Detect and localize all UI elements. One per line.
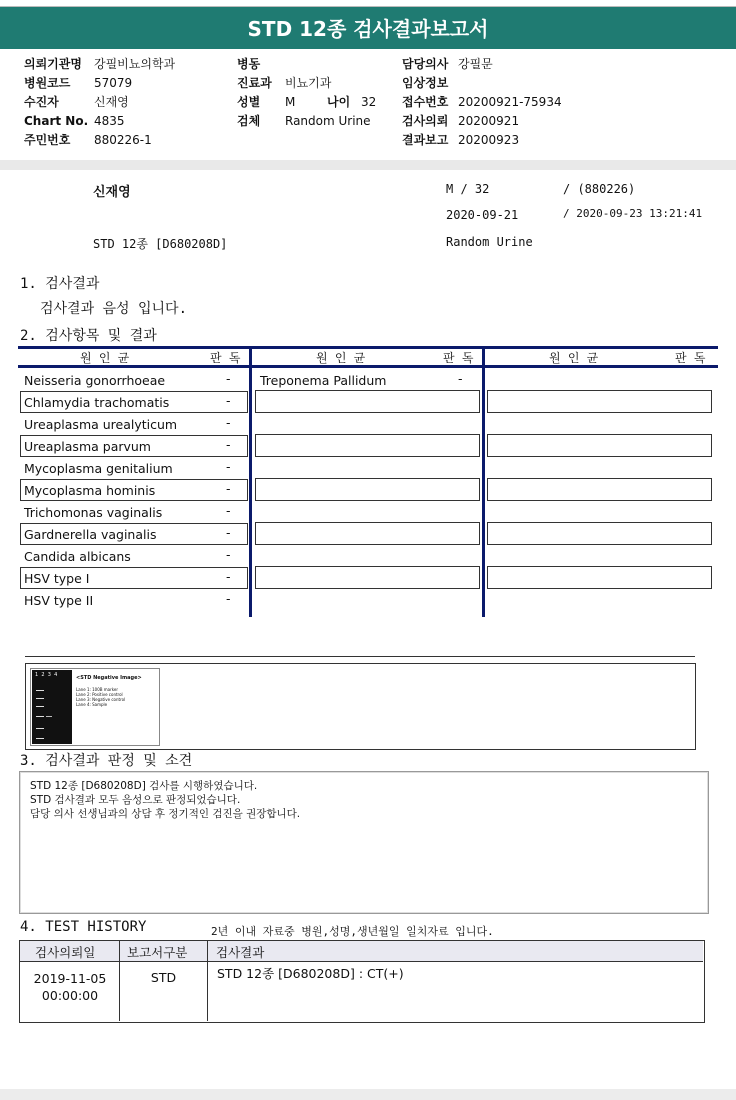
patient-birth: / (880226): [563, 182, 636, 196]
table-row: [255, 522, 480, 545]
image-panel-rule: [25, 656, 695, 657]
section4-title: 4. TEST HISTORY: [20, 919, 147, 935]
header-row: 검사의뢰 20200921: [402, 114, 520, 128]
pathogen-result: -: [226, 481, 231, 496]
header-row: 주민번호 880226-1: [24, 133, 152, 147]
gel-image: [30, 668, 160, 746]
gel-band: [36, 690, 44, 691]
gel-band: [46, 716, 52, 717]
pathogen-result: -: [226, 459, 231, 474]
pathogen-name: Gardnerella vaginalis: [24, 527, 157, 542]
pathogen-name: Neisseria gonorrhoeae: [24, 373, 166, 388]
col3-header-name: 원 인 균: [549, 351, 599, 365]
history-row-date: 2019-11-05 00:00:00: [33, 971, 107, 1003]
col2-header-name: 원 인 균: [316, 351, 366, 365]
header-row: 의뢰기관명 강필비뇨의학과: [24, 57, 176, 71]
age-label: 나이: [327, 95, 351, 109]
pathogen-result: -: [458, 371, 463, 386]
header-row: 검체 Random Urine: [237, 114, 371, 128]
age-value: 32: [361, 95, 377, 109]
table-row: [255, 434, 480, 457]
pathogen-name: HSV type II: [24, 593, 94, 608]
table-divider-2: [482, 346, 485, 617]
header-row: 수진자 신재영: [24, 95, 129, 109]
header-column-3: [402, 55, 602, 150]
section3-title: 3. 검사결과 판정 및 소견: [20, 753, 193, 769]
gel-band: [36, 738, 44, 739]
section1-text: 검사결과 음성 입니다.: [40, 301, 188, 317]
pathogen-result: -: [226, 569, 231, 584]
gel-legend: Lane 1: 100B marker Lane 2: Positive control Lane 3: Negative control Lane 4: Sample: [76, 687, 126, 707]
request-date: 2020-09-21: [446, 208, 519, 222]
gel-band: [36, 706, 44, 707]
gel-band: [36, 728, 44, 729]
pathogen-result: -: [226, 393, 231, 408]
pathogen-result: -: [226, 591, 231, 606]
col1-header-name: 원 인 균: [80, 351, 130, 365]
pathogen-name: Mycoplasma genitalium: [24, 461, 173, 476]
history-row-result: STD 12종 [D680208D] : CT(+): [217, 966, 404, 981]
history-row-type: STD: [150, 970, 177, 985]
header-row: 담당의사 강필문: [402, 57, 493, 71]
pathogen-name: Mycoplasma hominis: [24, 483, 156, 498]
pathogen-result: -: [226, 415, 231, 430]
gel-band: [36, 716, 44, 717]
header-row: 병동: [237, 57, 261, 71]
report-title: STD 12종 검사결과보고서: [247, 17, 489, 41]
gel-lane-numbers: 1 2 3 4: [35, 672, 58, 678]
report-title-bar: [0, 6, 736, 49]
section1-title: 1. 검사결과: [20, 276, 100, 292]
table-row: [255, 390, 480, 413]
pathogen-result: -: [226, 525, 231, 540]
comment-text: STD 12종 [D680208D] 검사를 시행하였습니다. STD 검사결과 모두 음성으로 판정되었습니다. 담당 의사 선생님과의 상담 후 정기적인 검진을 권장합니다.: [30, 780, 301, 820]
header-row: 임상정보: [402, 76, 449, 90]
pathogen-name: Ureaplasma parvum: [24, 439, 151, 454]
history-header-date: 검사의뢰일: [35, 945, 96, 960]
section2-title: 2. 검사항목 및 결과: [20, 328, 157, 344]
history-divider: [207, 941, 208, 1021]
history-header-row: [20, 941, 703, 962]
footer-bar: [0, 1089, 736, 1100]
pathogen-name: Ureaplasma urealyticum: [24, 417, 178, 432]
header-divider: [0, 160, 736, 170]
table-row: [487, 434, 712, 457]
patient-name: 신재영: [93, 185, 131, 200]
header-column-1: [24, 55, 234, 150]
patient-sex-age: M / 32: [446, 182, 490, 196]
header-row: 결과보고 20200923: [402, 133, 520, 147]
pathogen-name: Treponema Pallidum: [260, 373, 387, 388]
col3-header-result: 판 독: [675, 351, 706, 365]
test-code: STD 12종 [D680208D]: [93, 237, 228, 251]
gel-lanes: [32, 670, 72, 744]
specimen: Random Urine: [446, 235, 533, 249]
history-header-type: 보고서구분: [127, 945, 188, 960]
table-row: [487, 566, 712, 589]
header-column-2: [237, 55, 397, 131]
col1-header-result: 판 독: [210, 351, 241, 365]
pathogen-result: -: [226, 437, 231, 452]
col2-header-result: 판 독: [443, 351, 474, 365]
pathogen-name: Candida albicans: [24, 549, 131, 564]
gel-image-title: <STD Negative Image>: [76, 675, 142, 681]
pathogen-result: -: [226, 547, 231, 562]
table-row: [487, 478, 712, 501]
pathogen-name: Trichomonas vaginalis: [24, 505, 163, 520]
pathogen-name: Chlamydia trachomatis: [24, 395, 170, 410]
pathogen-result: -: [226, 503, 231, 518]
table-row: [487, 522, 712, 545]
header-row: Chart No. 4835: [24, 114, 125, 128]
report-datetime: / 2020-09-23 13:21:41: [563, 207, 703, 220]
pathogen-result: -: [226, 371, 231, 386]
table-row: [487, 390, 712, 413]
header-row: 병원코드 57079: [24, 76, 133, 90]
header-row: 진료과 비뇨기과: [237, 76, 332, 90]
table-divider-1: [249, 346, 252, 617]
header-row: 성별 M 나이 32: [237, 93, 397, 112]
table-row: [255, 478, 480, 501]
gel-band: [36, 698, 44, 699]
pathogen-name: HSV type I: [24, 571, 90, 586]
header-row: 접수번호 20200921-75934: [402, 95, 562, 109]
history-note: 2년 이내 자료중 병원,성명,생년월일 일치자료 입니다.: [211, 925, 494, 938]
history-header-result: 검사결과: [216, 945, 265, 960]
table-row: [255, 566, 480, 589]
